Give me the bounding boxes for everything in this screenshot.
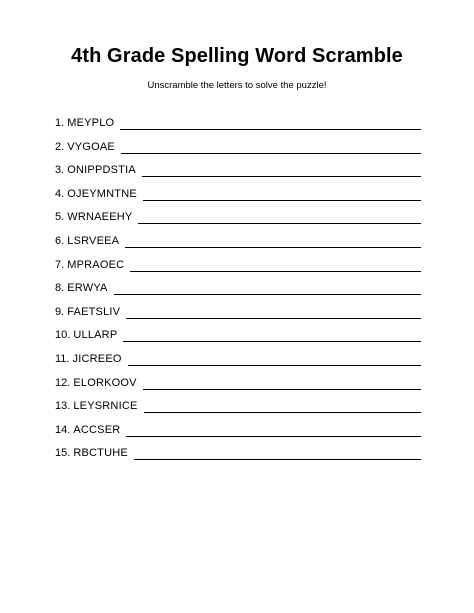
answer-line[interactable] (138, 223, 421, 224)
item-number: 7. (55, 258, 65, 271)
answer-line[interactable] (121, 153, 421, 154)
list-item (55, 328, 421, 352)
item-number: 3. (55, 164, 65, 177)
answer-line[interactable] (126, 318, 421, 319)
scrambled-word: MPRAOEC (67, 258, 125, 271)
scrambled-word: ERWYA (67, 282, 108, 295)
item-number: 6. (55, 234, 65, 247)
list-item (55, 163, 421, 187)
scrambled-word: ONIPPDSTIA (67, 164, 136, 177)
answer-line[interactable] (125, 247, 421, 248)
list-item (55, 140, 421, 164)
scrambled-word: LSRVEEA (67, 234, 120, 247)
scrambled-word: MEYPLO (67, 117, 115, 129)
list-item (55, 376, 421, 400)
list-item (55, 423, 421, 447)
answer-line[interactable] (144, 412, 421, 413)
answer-line[interactable] (123, 341, 421, 342)
item-number: 12. (55, 376, 71, 389)
scrambled-word: OJEYMNTNE (67, 187, 137, 200)
item-number: 8. (55, 282, 65, 295)
answer-line[interactable] (130, 271, 421, 272)
scramble-list (55, 116, 421, 470)
list-item (55, 258, 421, 282)
scrambled-word: ELORKOOV (73, 376, 137, 389)
list-item (55, 281, 421, 305)
list-item (55, 234, 421, 258)
item-number: 10. (55, 329, 71, 342)
list-item (55, 210, 421, 234)
item-number: 2. (55, 140, 65, 153)
scrambled-word: ACCSER (73, 423, 121, 436)
scrambled-word: VYGOAE (67, 140, 115, 153)
scrambled-word: FAETSLIV (67, 305, 121, 318)
item-number: 11. (55, 352, 70, 365)
list-item (55, 399, 421, 423)
list-item (55, 446, 421, 470)
list-item (55, 305, 421, 329)
item-number: 13. (55, 400, 71, 413)
item-number: 14. (55, 423, 71, 436)
item-number: 5. (55, 211, 65, 224)
list-item (55, 352, 421, 376)
answer-line[interactable] (143, 200, 421, 201)
answer-line[interactable] (114, 294, 421, 295)
answer-line[interactable] (134, 459, 421, 460)
item-number: 4. (55, 187, 65, 200)
list-item (55, 187, 421, 211)
item-number: 15. (55, 447, 71, 460)
answer-line[interactable] (126, 436, 421, 437)
scrambled-word: JICREEO (72, 352, 122, 365)
answer-line[interactable] (120, 129, 421, 130)
scrambled-word: LEYSRNICE (73, 400, 138, 413)
scrambled-word: RBCTUHE (73, 447, 128, 460)
answer-line[interactable] (128, 365, 421, 366)
page-title: 4th Grade Spelling Word Scramble (71, 45, 403, 67)
item-number: 9. (55, 305, 65, 318)
answer-line[interactable] (142, 176, 421, 177)
scrambled-word: WRNAEEHY (67, 211, 133, 224)
list-item (55, 116, 421, 140)
instructions: Unscramble the letters to solve the puzzle! (147, 80, 327, 91)
answer-line[interactable] (143, 389, 421, 390)
item-number: 1. (55, 117, 65, 129)
scrambled-word: ULLARP (73, 329, 118, 342)
